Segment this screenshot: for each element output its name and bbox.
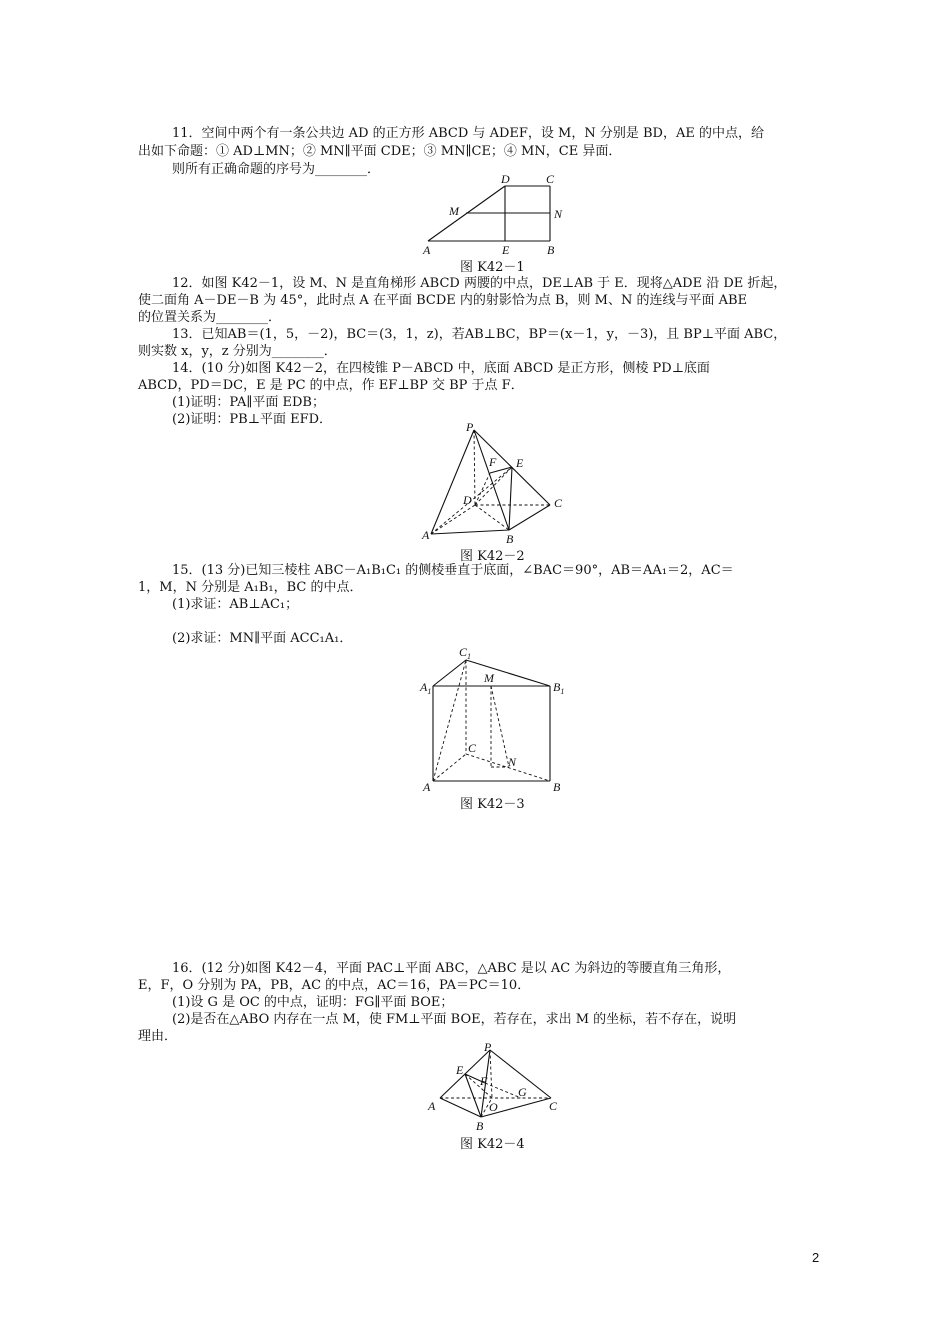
k4-label-f: F (480, 1074, 488, 1088)
p14-line4: (2)证明：PB⊥平面 EFD． (172, 412, 333, 427)
p12-line3: 的位置关系为________． (138, 310, 282, 325)
figure-k42-4-caption: 图 K42－4 (460, 1137, 525, 1152)
p13-line1: 13．已知AB＝(1，5，－2)，BC＝(3，1，z)，若AB⊥BC，BP＝(x－1，y，－3)，且 BP⊥平面 ABC， (172, 327, 787, 342)
p11-line3: 则所有正确命题的序号为________． (172, 162, 381, 177)
p16-line1: 16．(12 分)如图 K42－4，平面 PAC⊥平面 ABC，△ABC 是以 AC 为斜边的等腰直角三角形， (172, 961, 731, 976)
p11-line2: 出如下命题：① AD⊥MN；② MN∥平面 CDE；③ MN∥CE；④ MN，CE 异面． (138, 144, 622, 159)
figure-k42-3-caption: 图 K42－3 (460, 797, 525, 812)
k4-label-e: E (456, 1063, 464, 1077)
k3-label-c1: $C_1$ (459, 645, 472, 661)
k1-label-c: C (546, 172, 555, 186)
k1-label-b: B (547, 243, 555, 257)
k4-label-a: A (428, 1099, 436, 1113)
k3-label-c: C (468, 741, 477, 755)
k3-label-n: N (508, 755, 517, 769)
p16-line2: E，F，O 分别为 PA，PB，AC 的中点，AC＝16，PA＝PC＝10． (138, 978, 531, 993)
k2-label-a: A (422, 528, 430, 542)
k3-label-a1: $A_1$ (420, 680, 432, 696)
p14-line1: 14．(10 分)如图 K42－2，在四棱锥 P－ABCD 中，底面 ABCD 是正方形，侧棱 PD⊥底面 (172, 361, 710, 376)
p14-line3: (1)证明：PA∥平面 EDB； (172, 395, 325, 410)
p16-line5: 理由． (138, 1029, 178, 1044)
k3-label-b: B (553, 780, 561, 794)
k2-label-p: P (466, 420, 474, 434)
p15-line2: 1，M，N 分别是 A₁B₁，BC 的中点． (138, 580, 363, 595)
k1-label-n: N (554, 207, 563, 221)
p11-line1: 11．空间中两个有一条公共边 AD 的正方形 ABCD 与 ADEF，设 M，N 分别是 BD，AE 的中点，给 (172, 126, 764, 141)
k1-label-m: M (449, 204, 459, 218)
k4-label-b: B (476, 1119, 484, 1133)
k2-label-c: C (554, 496, 563, 510)
k1-label-a: A (423, 243, 431, 257)
k4-label-o: O (489, 1100, 498, 1114)
page-number: 2 (812, 1250, 820, 1265)
k4-label-c: C (549, 1099, 558, 1113)
p15-line4: (2)求证：MN∥平面 ACC₁A₁． (172, 631, 353, 646)
k1-label-e: E (502, 243, 510, 257)
k3-label-b1: $B_1$ (553, 680, 565, 696)
k2-label-f: F (489, 455, 497, 469)
p16-line3: (1)设 G 是 OC 的中点，证明：FG∥平面 BOE； (172, 995, 454, 1010)
p14-line2: ABCD，PD＝DC，E 是 PC 的中点，作 EF⊥BP 交 BP 于点 F． (138, 378, 524, 393)
k2-label-e: E (516, 456, 524, 470)
k3-label-a: A (423, 780, 431, 794)
k1-label-d: D (501, 172, 510, 186)
p15-line3: (1)求证：AB⊥AC₁； (172, 597, 299, 612)
k4-label-p: P (484, 1040, 492, 1054)
k4-label-g: G (518, 1085, 527, 1099)
figure-k42-2-caption: 图 K42－2 (460, 549, 525, 564)
p13-line2: 则实数 x，y，z 分别为________． (138, 344, 337, 359)
p12-line1: 12．如图 K42－1，设 M、N 是直角梯形 ABCD 两腰的中点，DE⊥AB 于 E．现将△ADE 沿 DE 折起， (172, 276, 787, 291)
figure-k42-1-caption: 图 K42－1 (460, 260, 525, 275)
k3-label-m: M (484, 671, 494, 685)
k2-label-b: B (506, 532, 514, 546)
p12-line2: 使二面角 A－DE－B 为 45°，此时点 A 在平面 BCDE 内的射影恰为点 B，则 M、N 的连线与平面 ABE (138, 293, 748, 308)
k2-label-d: D (463, 493, 472, 507)
p15-line1: 15．(13 分)已知三棱柱 ABC－A₁B₁C₁ 的侧棱垂直于底面，∠BAC＝90°，AB＝AA₁＝2，AC＝ (172, 563, 734, 578)
p16-line4: (2)是否在△ABO 内存在一点 M，使 FM⊥平面 BOE，若存在，求出 M 的坐标，若不存在，说明 (172, 1012, 737, 1027)
